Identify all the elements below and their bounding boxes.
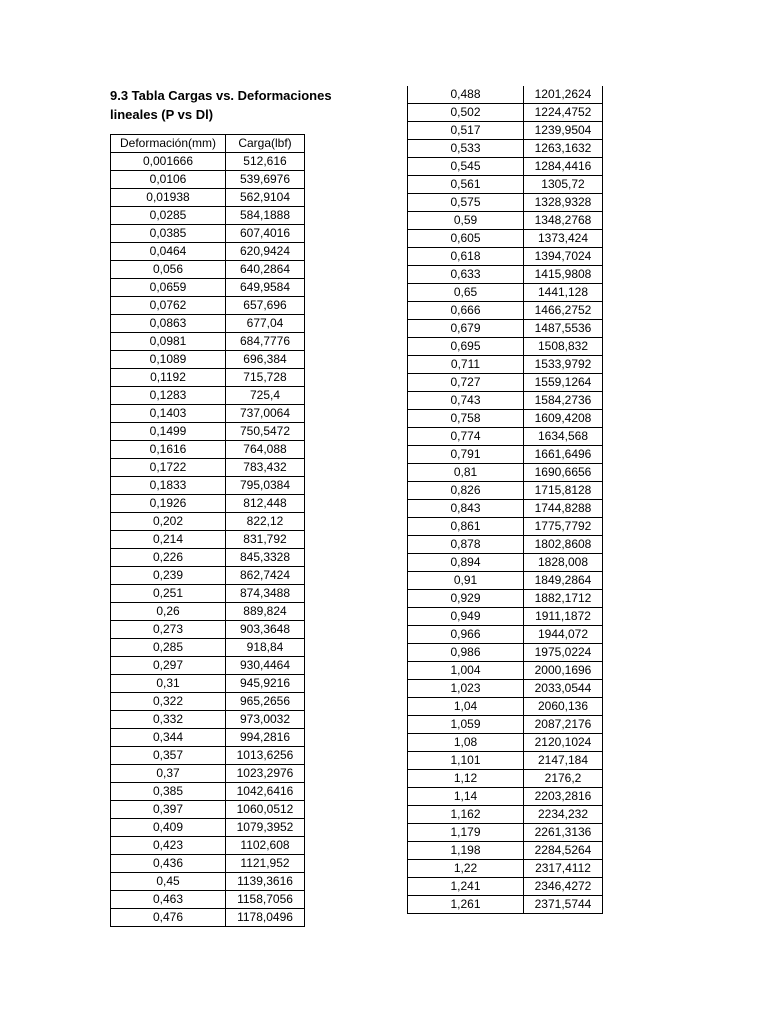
table-row (408, 86, 603, 104)
load-cell: 2371,5744 (524, 896, 603, 914)
load-cell: 2147,184 (524, 752, 603, 770)
table-row (111, 729, 305, 747)
table-row (408, 230, 603, 248)
deformation-cell: 0,436 (111, 855, 226, 873)
table-row (111, 171, 305, 189)
table-row (408, 824, 603, 842)
load-cell: 2317,4112 (524, 860, 603, 878)
load-cell: 1584,2736 (524, 392, 603, 410)
deformation-cell: 0,001666 (111, 153, 226, 171)
load-cell: 2284,5264 (524, 842, 603, 860)
deformation-cell: 0,966 (408, 626, 524, 644)
load-cell: 795,0384 (226, 477, 305, 495)
table-row (111, 495, 305, 513)
load-cell: 994,2816 (226, 729, 305, 747)
deformation-cell: 0,59 (408, 212, 524, 230)
deformation-cell: 0,774 (408, 428, 524, 446)
table-row (111, 855, 305, 873)
load-cell: 1802,8608 (524, 536, 603, 554)
deformation-cell: 0,285 (111, 639, 226, 657)
load-cell: 1415,9808 (524, 266, 603, 284)
deformation-cell: 0,0106 (111, 171, 226, 189)
deformation-cell: 0,31 (111, 675, 226, 693)
deformation-cell: 0,758 (408, 410, 524, 428)
table-row (111, 351, 305, 369)
deformation-cell: 1,22 (408, 860, 524, 878)
table-row (111, 423, 305, 441)
table-row (111, 333, 305, 351)
deformation-cell: 0,1926 (111, 495, 226, 513)
load-cell: 696,384 (226, 351, 305, 369)
header-load: Carga(lbf) (226, 135, 305, 153)
deformation-cell: 0,575 (408, 194, 524, 212)
load-cell: 1201,2624 (524, 86, 603, 104)
table-row (408, 212, 603, 230)
table-row (111, 513, 305, 531)
table-row (111, 603, 305, 621)
deformation-cell: 0,357 (111, 747, 226, 765)
load-cell: 677,04 (226, 315, 305, 333)
deformation-cell: 0,0762 (111, 297, 226, 315)
deformation-cell: 0,01938 (111, 189, 226, 207)
deformation-cell: 0,385 (111, 783, 226, 801)
table-row (111, 783, 305, 801)
load-cell: 1849,2864 (524, 572, 603, 590)
load-cell: 657,696 (226, 297, 305, 315)
table-row (408, 590, 603, 608)
load-cell: 1348,2768 (524, 212, 603, 230)
load-cell: 1690,6656 (524, 464, 603, 482)
deformation-cell: 1,162 (408, 806, 524, 824)
load-cell: 1102,608 (226, 837, 305, 855)
deformation-cell: 0,949 (408, 608, 524, 626)
table-row (111, 891, 305, 909)
load-cell: 2087,2176 (524, 716, 603, 734)
load-cell: 1661,6496 (524, 446, 603, 464)
data-table-left (110, 134, 305, 927)
load-cell: 1239,9504 (524, 122, 603, 140)
load-cell: 2261,3136 (524, 824, 603, 842)
load-cell: 1911,1872 (524, 608, 603, 626)
table-row (408, 482, 603, 500)
deformation-cell: 0,929 (408, 590, 524, 608)
load-cell: 812,448 (226, 495, 305, 513)
deformation-cell: 0,502 (408, 104, 524, 122)
table-row (111, 873, 305, 891)
load-cell: 1328,9328 (524, 194, 603, 212)
deformation-cell: 1,261 (408, 896, 524, 914)
table-row (408, 860, 603, 878)
table-row (408, 392, 603, 410)
deformation-cell: 0,202 (111, 513, 226, 531)
load-cell: 2346,4272 (524, 878, 603, 896)
load-cell: 965,2656 (226, 693, 305, 711)
deformation-cell: 0,861 (408, 518, 524, 536)
table-row (408, 266, 603, 284)
table-row (408, 842, 603, 860)
load-cell: 2203,2816 (524, 788, 603, 806)
load-cell: 1975,0224 (524, 644, 603, 662)
deformation-cell: 0,1089 (111, 351, 226, 369)
table-row (408, 194, 603, 212)
load-cell: 1178,0496 (226, 909, 305, 927)
table-row (111, 819, 305, 837)
header-deformation: Deformación(mm) (111, 135, 226, 153)
table-row (408, 302, 603, 320)
load-cell: 1373,424 (524, 230, 603, 248)
table-row (111, 585, 305, 603)
table-row (408, 464, 603, 482)
deformation-cell: 0,488 (408, 86, 524, 104)
table-row (111, 315, 305, 333)
deformation-cell: 0,1616 (111, 441, 226, 459)
table-row (111, 531, 305, 549)
load-cell: 562,9104 (226, 189, 305, 207)
deformation-cell: 1,004 (408, 662, 524, 680)
load-cell: 1079,3952 (226, 819, 305, 837)
deformation-cell: 1,101 (408, 752, 524, 770)
deformation-cell: 0,476 (111, 909, 226, 927)
load-cell: 1263,1632 (524, 140, 603, 158)
deformation-cell: 0,695 (408, 338, 524, 356)
load-cell: 725,4 (226, 387, 305, 405)
load-cell: 1508,832 (524, 338, 603, 356)
table-row (408, 428, 603, 446)
deformation-cell: 0,826 (408, 482, 524, 500)
load-cell: 1828,008 (524, 554, 603, 572)
load-cell: 918,84 (226, 639, 305, 657)
deformation-cell: 0,843 (408, 500, 524, 518)
deformation-cell: 0,409 (111, 819, 226, 837)
deformation-cell: 0,517 (408, 122, 524, 140)
load-cell: 1060,0512 (226, 801, 305, 819)
load-cell: 584,1888 (226, 207, 305, 225)
load-cell: 1158,7056 (226, 891, 305, 909)
table-row (111, 621, 305, 639)
deformation-cell: 0,463 (111, 891, 226, 909)
table-row (408, 320, 603, 338)
table-row (111, 225, 305, 243)
deformation-cell: 1,198 (408, 842, 524, 860)
load-cell: 764,088 (226, 441, 305, 459)
deformation-cell: 0,214 (111, 531, 226, 549)
table-row (111, 765, 305, 783)
deformation-cell: 0,894 (408, 554, 524, 572)
load-cell: 1139,3616 (226, 873, 305, 891)
table-row (408, 572, 603, 590)
deformation-cell: 0,878 (408, 536, 524, 554)
load-cell: 649,9584 (226, 279, 305, 297)
table-row (408, 410, 603, 428)
table-row (111, 549, 305, 567)
table-row (111, 459, 305, 477)
table-row (408, 554, 603, 572)
deformation-cell: 0,0285 (111, 207, 226, 225)
table-row (408, 248, 603, 266)
load-cell: 903,3648 (226, 621, 305, 639)
deformation-cell: 0,297 (111, 657, 226, 675)
deformation-cell: 0,226 (111, 549, 226, 567)
load-cell: 2060,136 (524, 698, 603, 716)
table-row (408, 608, 603, 626)
table-row (111, 675, 305, 693)
table-row (111, 693, 305, 711)
deformation-cell: 0,1722 (111, 459, 226, 477)
table-row (111, 657, 305, 675)
deformation-cell: 0,561 (408, 176, 524, 194)
table-row (408, 104, 603, 122)
table-row (408, 896, 603, 914)
deformation-cell: 0,618 (408, 248, 524, 266)
table-row (408, 626, 603, 644)
deformation-cell: 0,986 (408, 644, 524, 662)
table-row (408, 878, 603, 896)
deformation-cell: 0,332 (111, 711, 226, 729)
load-cell: 715,728 (226, 369, 305, 387)
load-cell: 845,3328 (226, 549, 305, 567)
table-row (408, 752, 603, 770)
data-table-right (407, 86, 603, 914)
table-row (111, 747, 305, 765)
load-cell: 1042,6416 (226, 783, 305, 801)
table-row (408, 338, 603, 356)
deformation-cell: 0,1499 (111, 423, 226, 441)
load-cell: 2120,1024 (524, 734, 603, 752)
deformation-cell: 0,533 (408, 140, 524, 158)
deformation-cell: 0,322 (111, 693, 226, 711)
load-cell: 1013,6256 (226, 747, 305, 765)
deformation-cell: 0,45 (111, 873, 226, 891)
table-row (408, 284, 603, 302)
load-cell: 783,432 (226, 459, 305, 477)
deformation-cell: 0,423 (111, 837, 226, 855)
table-row (408, 716, 603, 734)
load-cell: 1466,2752 (524, 302, 603, 320)
deformation-cell: 0,0863 (111, 315, 226, 333)
table-row (111, 297, 305, 315)
table-row (408, 518, 603, 536)
load-cell: 862,7424 (226, 567, 305, 585)
deformation-cell: 0,251 (111, 585, 226, 603)
table-row (408, 122, 603, 140)
deformation-cell: 0,1833 (111, 477, 226, 495)
load-cell: 750,5472 (226, 423, 305, 441)
deformation-cell: 1,023 (408, 680, 524, 698)
deformation-cell: 0,605 (408, 230, 524, 248)
load-cell: 1441,128 (524, 284, 603, 302)
load-cell: 2234,232 (524, 806, 603, 824)
table-row (408, 806, 603, 824)
table-row (111, 153, 305, 171)
load-cell: 1775,7792 (524, 518, 603, 536)
deformation-cell: 0,37 (111, 765, 226, 783)
deformation-cell: 0,0464 (111, 243, 226, 261)
table-row (111, 279, 305, 297)
table-row (408, 680, 603, 698)
load-cell: 874,3488 (226, 585, 305, 603)
deformation-cell: 0,397 (111, 801, 226, 819)
deformation-cell: 1,08 (408, 734, 524, 752)
deformation-cell: 0,666 (408, 302, 524, 320)
load-cell: 1609,4208 (524, 410, 603, 428)
table-row (408, 500, 603, 518)
load-cell: 1394,7024 (524, 248, 603, 266)
load-cell: 640,2864 (226, 261, 305, 279)
load-cell: 2176,2 (524, 770, 603, 788)
load-cell: 1715,8128 (524, 482, 603, 500)
table-row (111, 477, 305, 495)
deformation-cell: 0,26 (111, 603, 226, 621)
deformation-cell: 0,273 (111, 621, 226, 639)
table-row (408, 176, 603, 194)
deformation-cell: 1,12 (408, 770, 524, 788)
load-cell: 607,4016 (226, 225, 305, 243)
table-row (111, 369, 305, 387)
table-row (111, 405, 305, 423)
table-row (111, 261, 305, 279)
load-cell: 2000,1696 (524, 662, 603, 680)
deformation-cell: 0,791 (408, 446, 524, 464)
deformation-cell: 0,1192 (111, 369, 226, 387)
load-cell: 1023,2976 (226, 765, 305, 783)
table-row (408, 734, 603, 752)
table-row (111, 207, 305, 225)
deformation-cell: 0,711 (408, 356, 524, 374)
table-row (408, 662, 603, 680)
table-row (408, 446, 603, 464)
load-cell: 512,616 (226, 153, 305, 171)
table-row (111, 801, 305, 819)
deformation-cell: 0,545 (408, 158, 524, 176)
deformation-cell: 0,91 (408, 572, 524, 590)
table-row (408, 698, 603, 716)
table-row (408, 158, 603, 176)
deformation-cell: 1,241 (408, 878, 524, 896)
table-row (111, 567, 305, 585)
table-row (408, 374, 603, 392)
deformation-cell: 0,65 (408, 284, 524, 302)
deformation-cell: 1,059 (408, 716, 524, 734)
deformation-cell: 1,04 (408, 698, 524, 716)
load-cell: 1121,952 (226, 855, 305, 873)
deformation-cell: 0,1283 (111, 387, 226, 405)
table-row (408, 644, 603, 662)
deformation-cell: 0,0659 (111, 279, 226, 297)
table-row (408, 140, 603, 158)
table-row (111, 441, 305, 459)
load-cell: 930,4464 (226, 657, 305, 675)
load-cell: 1744,8288 (524, 500, 603, 518)
deformation-cell: 0,344 (111, 729, 226, 747)
table-row (111, 387, 305, 405)
load-cell: 1533,9792 (524, 356, 603, 374)
load-cell: 1305,72 (524, 176, 603, 194)
deformation-cell: 0,679 (408, 320, 524, 338)
deformation-cell: 0,1403 (111, 405, 226, 423)
deformation-cell: 1,179 (408, 824, 524, 842)
load-cell: 620,9424 (226, 243, 305, 261)
table-row (111, 909, 305, 927)
load-cell: 1224,4752 (524, 104, 603, 122)
load-cell: 1559,1264 (524, 374, 603, 392)
deformation-cell: 0,0385 (111, 225, 226, 243)
table-row (408, 788, 603, 806)
page-title: 9.3 Tabla Cargas vs. Deformaciones lineales (P vs Dl) (110, 88, 332, 122)
load-cell: 889,824 (226, 603, 305, 621)
load-cell: 822,12 (226, 513, 305, 531)
deformation-cell: 0,0981 (111, 333, 226, 351)
table-row (111, 711, 305, 729)
load-cell: 1882,1712 (524, 590, 603, 608)
load-cell: 1487,5536 (524, 320, 603, 338)
deformation-cell: 0,727 (408, 374, 524, 392)
table-row (111, 189, 305, 207)
load-cell: 973,0032 (226, 711, 305, 729)
deformation-cell: 0,239 (111, 567, 226, 585)
table-row (111, 837, 305, 855)
deformation-cell: 0,056 (111, 261, 226, 279)
load-cell: 945,9216 (226, 675, 305, 693)
load-cell: 1634,568 (524, 428, 603, 446)
load-cell: 684,7776 (226, 333, 305, 351)
deformation-cell: 0,81 (408, 464, 524, 482)
deformation-cell: 0,743 (408, 392, 524, 410)
load-cell: 831,792 (226, 531, 305, 549)
load-cell: 1284,4416 (524, 158, 603, 176)
load-cell: 2033,0544 (524, 680, 603, 698)
table-row (408, 770, 603, 788)
deformation-cell: 0,633 (408, 266, 524, 284)
table-row (111, 639, 305, 657)
table-row (408, 536, 603, 554)
load-cell: 1944,072 (524, 626, 603, 644)
table-header-row (111, 135, 305, 153)
load-cell: 737,0064 (226, 405, 305, 423)
load-cell: 539,6976 (226, 171, 305, 189)
table-row (408, 356, 603, 374)
deformation-cell: 1,14 (408, 788, 524, 806)
table-row (111, 243, 305, 261)
